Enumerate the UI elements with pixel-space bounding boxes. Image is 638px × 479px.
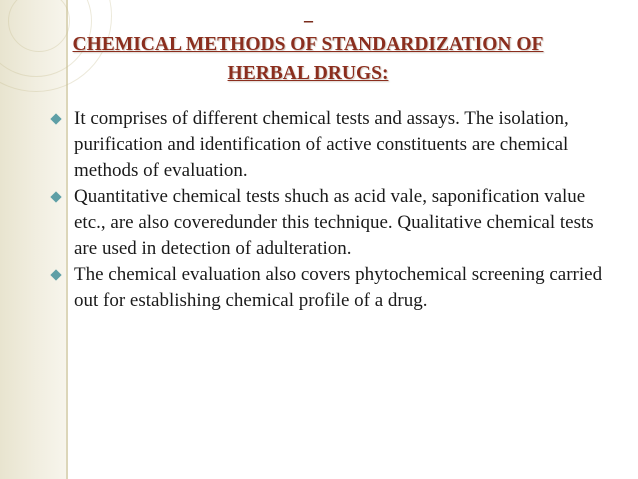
bullet-text: The chemical evaluation also covers phytochemical screening carried out for establishing chemical profile of a drug. — [74, 264, 603, 311]
bullet-item — [52, 184, 612, 262]
bullet-text: Quantitative chemical tests shuch as acid vale, saponification value etc., are also coveredunder this technique. Qualitative chemical tests are used in detection of adulteration. — [74, 186, 594, 259]
slide-title: CHEMICAL METHODS OF STANDARDIZATION OF HERBAL DRUGS: — [72, 34, 544, 84]
title-mark: _ — [304, 4, 313, 24]
diamond-bullet-icon — [50, 191, 61, 202]
bullet-text: It comprises of different chemical tests and assays. The isolation, purification and identification of active constituents are chemical methods of evaluation. — [74, 108, 569, 181]
bullet-item — [52, 262, 612, 314]
diamond-bullet-icon — [50, 269, 61, 280]
bullet-list — [52, 106, 612, 314]
diamond-bullet-icon — [50, 113, 61, 124]
bullet-item — [52, 106, 612, 184]
